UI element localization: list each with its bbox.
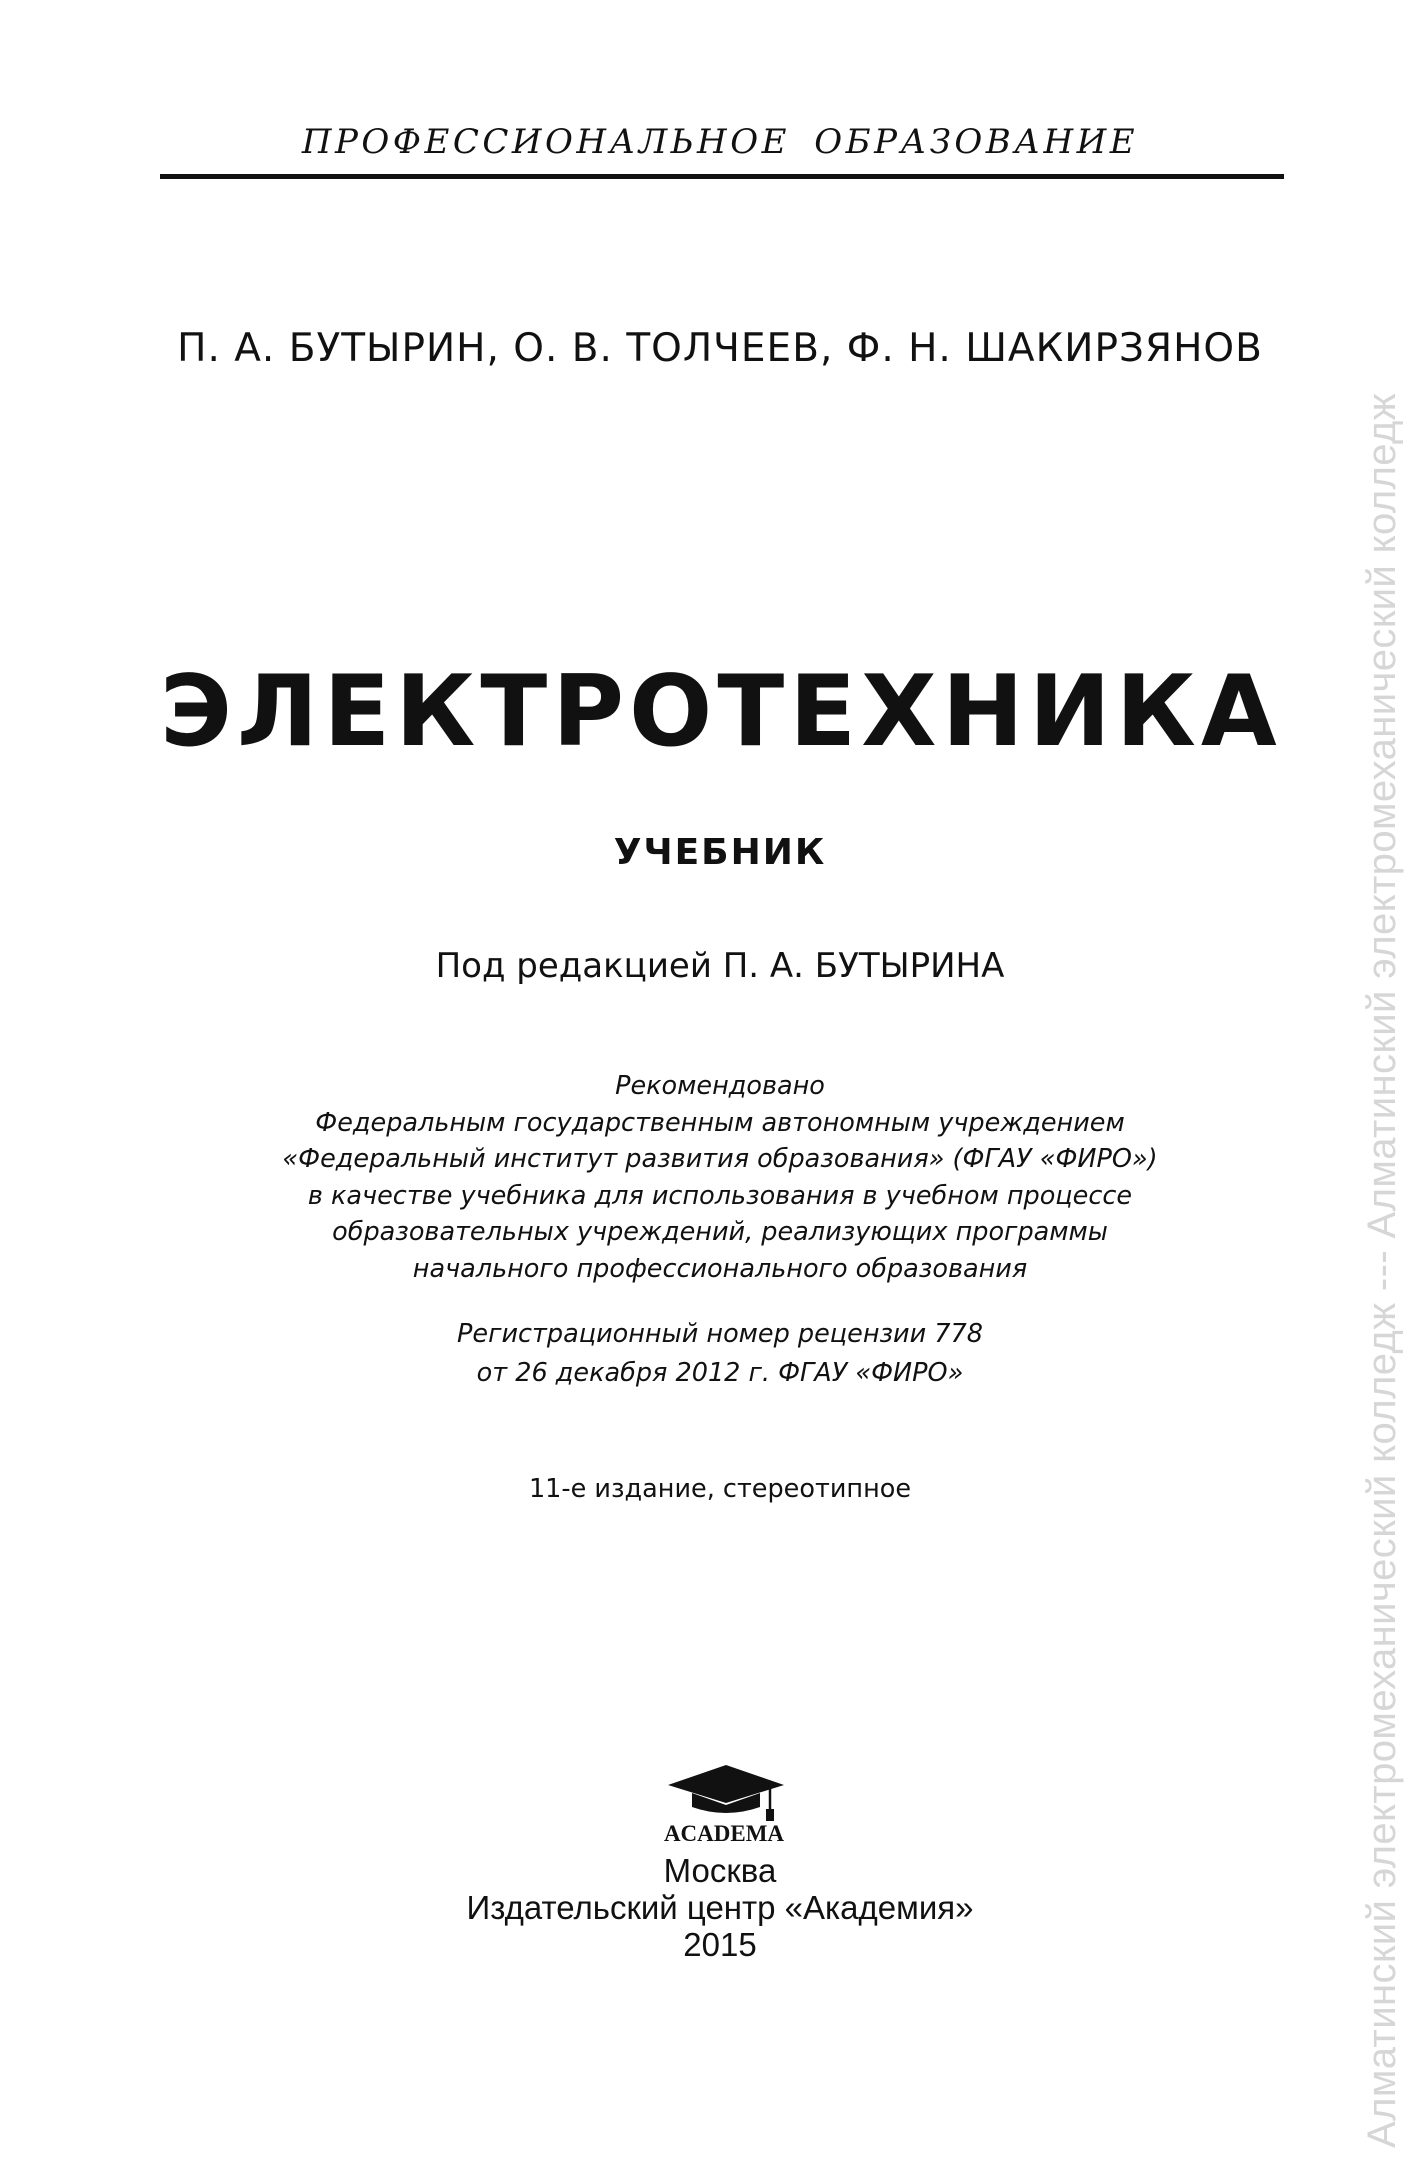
mortarboard-icon [648,1755,798,1845]
registration-line: Регистрационный номер рецензии 778 [457,1319,983,1349]
authors: П. А. БУТЫРИН, О. В. ТОЛЧЕЕВ, Ф. Н. ШАКИРЗЯНОВ [177,326,1263,371]
side-watermark: Алматинский электромеханический колледж --- Алматинский электромеханический колледж [1360,393,1404,2148]
series-divider [160,174,1284,179]
editor-credit: Под редакцией П. А. БУТЫРИНА [435,946,1005,986]
logo-wordmark: ACADEMA [663,1821,785,1845]
edition-note: 11-е издание, стереотипное [528,1474,912,1504]
book-type: УЧЕБНИК [613,832,827,873]
recommendation-line: Рекомендовано [615,1071,825,1101]
publisher-city: Москва [663,1852,777,1889]
recommendation-line: «Федеральный институт развития образования» (ФГАУ «ФИРО») [282,1144,1158,1174]
book-title: ЭЛЕКТРОТЕХНИКА [160,655,1282,769]
recommendation-line: в качестве учебника для использования в учебном процессе [307,1180,1133,1211]
recommendation-line: Федеральным государственным автономным учреждением [315,1107,1125,1138]
recommendation-block [200,1068,1240,1287]
publisher-imprint [200,1852,1240,1963]
publisher-logo [648,1755,798,1845]
recommendation-line: образовательных учреждений, реализующих программы [332,1217,1108,1247]
series-title: ПРОФЕССИОНАЛЬНОЕ ОБРАЗОВАНИЕ [301,122,1139,162]
publisher-name: Издательский центр «Академия» [466,1889,974,1926]
publication-year: 2015 [683,1926,757,1963]
recommendation-line: начального профессионального образования [412,1253,1028,1284]
registration-line: от 26 декабря 2012 г. ФГАУ «ФИРО» [476,1358,964,1388]
registration-block [200,1315,1240,1393]
